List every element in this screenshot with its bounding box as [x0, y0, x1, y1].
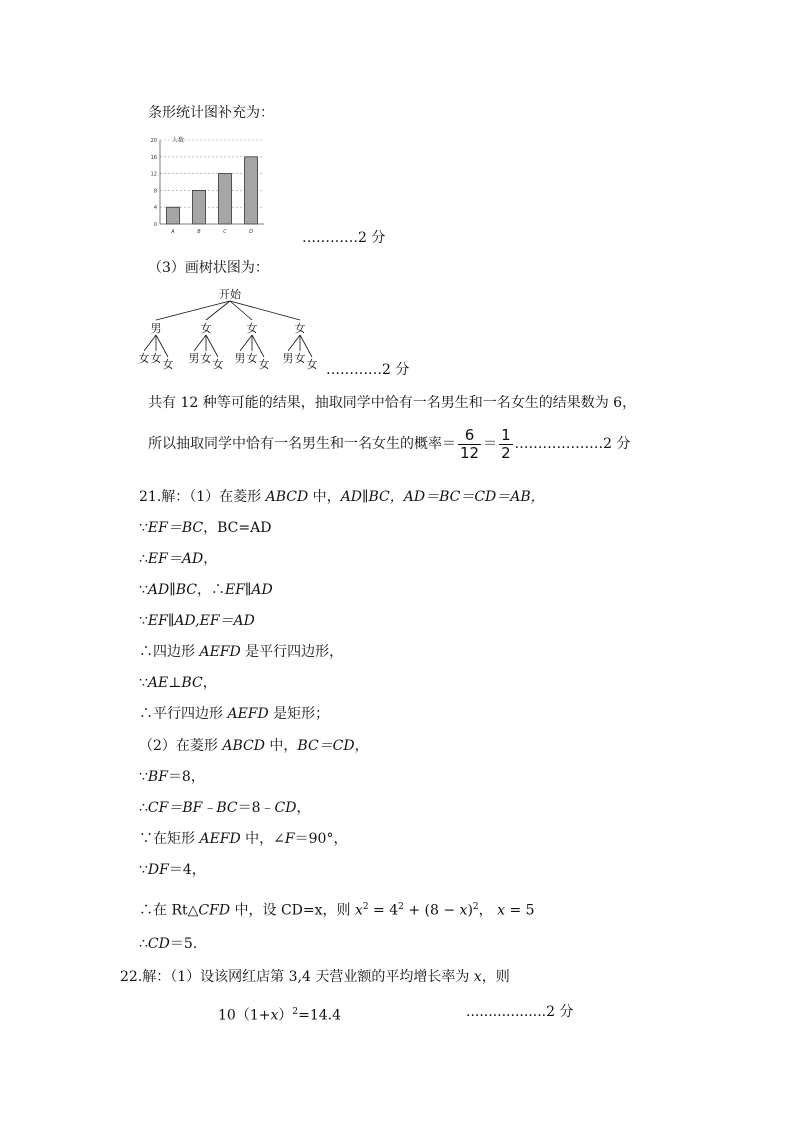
- q21-line-7: [139, 673, 217, 693]
- result-text: 所以抽取同学中恰有一名男生和一名女生的概率＝: [148, 436, 456, 452]
- because-symbol: ∵: [139, 675, 148, 691]
- text: （2）在菱形: [139, 738, 223, 754]
- text: ，则: [481, 969, 510, 985]
- math: DF: [147, 862, 169, 878]
- result-score: .………………2 分: [514, 436, 631, 452]
- text: ，BC=AD: [203, 520, 272, 536]
- q21-line-4: [139, 580, 273, 600]
- text: ，: [478, 902, 498, 919]
- q21-line-11: [139, 798, 310, 818]
- bar-chart-intro: 条形统计图补充为：: [148, 105, 274, 121]
- chart-x-tick-label: C: [223, 229, 227, 235]
- chart-y-tick-label: 16: [150, 154, 157, 161]
- tree-branch: [194, 335, 206, 351]
- text: ＝8，: [167, 769, 205, 785]
- chart-score: …………2 分: [302, 230, 386, 246]
- tree-branch: [240, 335, 252, 351]
- q21-line-15: [139, 934, 197, 954]
- therefore-symbol: ∴: [139, 936, 148, 952]
- exponent: 2: [472, 902, 479, 912]
- fraction-6-12: [458, 427, 481, 462]
- tree-level2-node: 男: [234, 352, 246, 365]
- math: AE⊥BC: [147, 675, 203, 691]
- result-line-1: 共有 12 种等可能的结果，抽取同学中恰有一名男生和一名女生的结果数为 6，: [148, 395, 637, 411]
- fraction-numerator: 6: [458, 427, 481, 445]
- chart-bar-C: [219, 174, 232, 224]
- result-line-2: [148, 424, 630, 464]
- math: AD∥BC: [147, 582, 197, 598]
- q22-score: ..................2 分: [466, 1004, 574, 1020]
- exponent: 2: [398, 902, 404, 912]
- text: ，: [202, 675, 217, 691]
- text: 是平行四边形，: [240, 644, 344, 660]
- tree-branch: [288, 335, 300, 351]
- text: 中，: [308, 489, 341, 505]
- tree-level2-node: 女: [138, 352, 150, 365]
- therefore-symbol: ∴: [139, 800, 148, 816]
- fraction-denominator: 12: [460, 443, 480, 462]
- math: x: [270, 1007, 279, 1024]
- math: = 5: [505, 902, 535, 919]
- q21-line-5: [139, 611, 255, 631]
- math: ABCD: [222, 738, 265, 754]
- text: ∴在 Rt△: [139, 902, 199, 919]
- fraction-1-2: [499, 427, 513, 462]
- text: ∵在矩形: [139, 831, 200, 847]
- tree-level2-node: 男: [282, 352, 294, 365]
- text: ，: [296, 800, 311, 816]
- math: AEFD: [199, 644, 241, 660]
- math: EF∥AD: [224, 582, 273, 598]
- math: x: [473, 969, 482, 985]
- math: ABCD: [265, 489, 309, 505]
- tree-score: …………2 分: [326, 362, 410, 378]
- q21-line-6: [139, 642, 343, 662]
- q21-line-3: [139, 549, 217, 569]
- text: ，: [203, 551, 218, 567]
- therefore-symbol: ∴: [139, 551, 148, 567]
- text: 中，: [264, 738, 298, 754]
- text: ＝5.: [169, 936, 198, 952]
- q22-line-1: [120, 967, 510, 987]
- math: x: [497, 902, 505, 919]
- because-symbol: ∵: [139, 582, 148, 598]
- math: CD: [147, 936, 170, 952]
- chart-y-tick-label: 12: [150, 171, 157, 178]
- chart-x-ticks: [170, 229, 253, 235]
- math: + (8 −: [403, 902, 460, 919]
- text: 是矩形；: [268, 706, 330, 722]
- q21-line-8: [139, 704, 329, 724]
- chart-bar-B: [193, 190, 206, 224]
- because-symbol: ∵: [139, 769, 148, 785]
- math: x: [354, 902, 363, 919]
- math: AEFD: [199, 831, 241, 847]
- tree-level2-node: 女: [200, 352, 212, 365]
- q21-line-12: [139, 829, 347, 849]
- tree-branch: [144, 335, 156, 351]
- tree-level1-node: 女: [200, 322, 212, 335]
- q21-line-10: [139, 767, 205, 787]
- chart-y-label: 人数: [172, 137, 185, 144]
- q21-line-13: [139, 860, 206, 880]
- chart-y-tick-label: 4: [153, 205, 157, 212]
- tree-level1-node: 男: [150, 322, 162, 335]
- tree-level1-node: 女: [246, 322, 258, 335]
- chart-x-tick-label: A: [171, 229, 175, 235]
- chart-y-ticks: [151, 138, 157, 228]
- chart-bar-D: [245, 157, 258, 224]
- math: ): [467, 902, 473, 919]
- chart-bar-A: [167, 207, 180, 224]
- because-symbol: ∵: [139, 520, 148, 536]
- tree-branch: [156, 301, 230, 320]
- equals-sign: ＝: [483, 436, 498, 452]
- q22-line-2: [218, 1002, 341, 1026]
- text: ＝8﹣: [237, 800, 275, 816]
- math: F: [284, 831, 295, 847]
- math: =14.4: [298, 1007, 341, 1024]
- tree-level2-node: 女: [294, 352, 306, 365]
- text: ，: [354, 738, 369, 754]
- math: 10（1+: [218, 1007, 271, 1024]
- math: CD: [274, 800, 297, 816]
- tree-level2-node: 女: [150, 352, 162, 365]
- chart-y-tick-label: 0: [153, 222, 157, 228]
- because-symbol: ∵: [139, 862, 148, 878]
- exponent: 2: [362, 902, 369, 912]
- text: ＝4，: [168, 862, 206, 878]
- chart-y-tick-label: 8: [153, 188, 157, 195]
- exponent: 2: [292, 1007, 299, 1017]
- math: BC＝CD: [297, 738, 355, 754]
- math: ）: [278, 1007, 293, 1024]
- math: EF∥AD,EF＝AD: [147, 613, 255, 629]
- text: ∴四边形: [139, 644, 200, 660]
- chart-x-tick-label: B: [197, 229, 201, 235]
- text: 中，设 CD=x，则: [230, 902, 355, 919]
- tree-level1-node: 女: [294, 322, 306, 335]
- q21-line-14: [139, 897, 535, 921]
- tree-nodes: [139, 287, 318, 371]
- math: = 4: [368, 902, 399, 919]
- text: ，∴: [196, 582, 225, 598]
- tree-level2-node: 女: [258, 358, 270, 371]
- math: EF＝AD: [147, 551, 204, 567]
- math: BF: [147, 769, 168, 785]
- text: 21.解：（1）在菱形: [139, 489, 266, 505]
- q21-line-9: [139, 736, 369, 756]
- part3-heading: （3）画树状图为：: [148, 260, 269, 276]
- text: ＝90°，: [294, 831, 348, 847]
- because-symbol: ∵: [139, 613, 148, 629]
- text: ∴平行四边形: [139, 706, 228, 722]
- q21-line-2: [139, 518, 271, 538]
- bar-chart: [146, 128, 294, 240]
- math: AD∥BC，AD＝BC＝CD＝AB，: [340, 489, 545, 505]
- math: CF＝BF﹣BC: [147, 800, 238, 816]
- tree-branches: [144, 301, 312, 357]
- math: AEFD: [227, 706, 269, 722]
- text: 中，∠: [240, 831, 285, 847]
- q21-line-1: [139, 487, 545, 507]
- text: 22.解：（1）设该网红店第 3,4 天营业额的平均增长率为: [120, 969, 474, 985]
- fraction-numerator: 1: [501, 425, 511, 444]
- fraction-denominator: 2: [501, 443, 511, 462]
- math: x: [459, 902, 468, 919]
- tree-level2-node: 女: [212, 358, 224, 371]
- math: CFD: [198, 902, 231, 919]
- tree-root: 开始: [219, 288, 241, 301]
- tree-level2-node: 女: [306, 358, 318, 371]
- chart-x-tick-label: D: [249, 229, 253, 235]
- tree-diagram: [130, 284, 330, 374]
- tree-level2-node: 男: [188, 352, 200, 365]
- math: EF＝BC: [147, 520, 204, 536]
- tree-level2-node: 女: [162, 358, 174, 371]
- tree-level2-node: 女: [246, 352, 258, 365]
- chart-y-tick-label: 20: [150, 138, 157, 144]
